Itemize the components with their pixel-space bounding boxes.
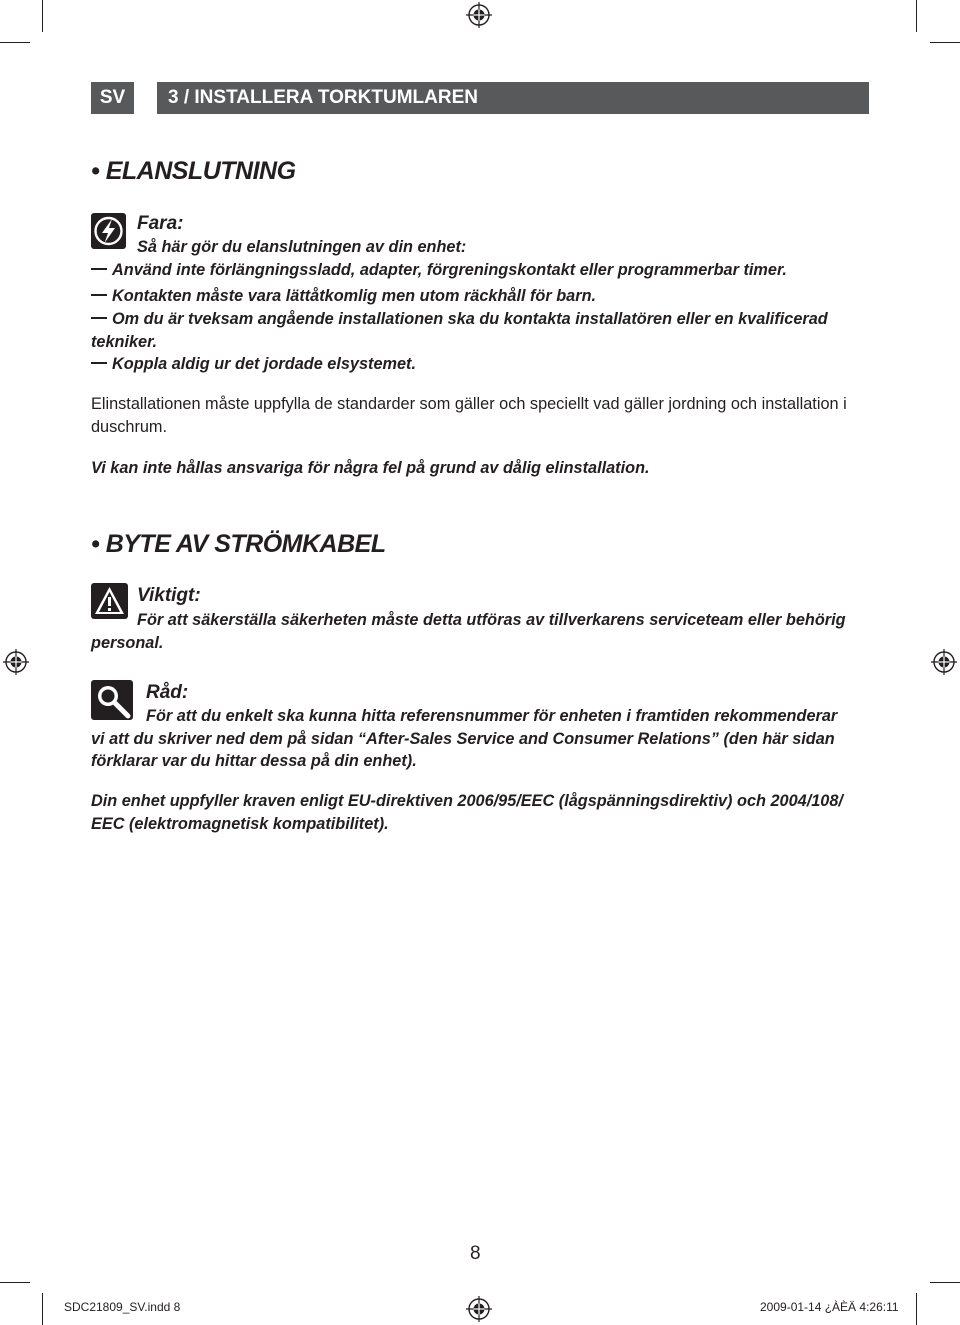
list-item: Om du är tveksam angående installationen ska du kontakta installatören eller en kvalificerad xyxy=(91,308,861,331)
chapter-title: 3 / INSTALLERA TORKTUMLAREN xyxy=(157,82,869,114)
crop-mark xyxy=(0,42,30,43)
warning-triangle-icon xyxy=(91,583,128,619)
language-tab: SV xyxy=(91,82,134,114)
slug-filename: SDC21809_SV.indd 8 xyxy=(64,1300,181,1314)
registration-mark-icon xyxy=(3,649,29,675)
list-item: Använd inte förlängningssladd, adapter, förgreningskontakt eller programmerbar timer. xyxy=(91,259,861,282)
compliance-text: Din enhet uppfyller kraven enligt EU-direktiven 2006/95/EEC (lågspänningsdirektiv) och 2004/108/ xyxy=(91,792,843,810)
crop-mark xyxy=(916,0,917,32)
section-title-elanslutning: • ELANSLUTNING xyxy=(91,157,296,185)
paragraph-text: Elinstallationen måste uppfylla de standarder som gäller och speciellt vad gäller jordning och installation i xyxy=(91,395,847,413)
danger-intro: Så här gör du elanslutningen av din enhet: xyxy=(137,238,467,256)
section-title-byte: • BYTE AV STRÖMKABEL xyxy=(91,530,386,558)
list-item: Kontakten måste vara lättåtkomlig men utom räckhåll för barn. xyxy=(91,285,861,308)
danger-label: Fara: xyxy=(137,213,184,234)
crop-mark xyxy=(42,0,43,32)
list-item-continuation: tekniker. xyxy=(91,333,158,351)
important-text: För att säkerställa säkerheten måste detta utföras av tillverkarens serviceteam eller behörig xyxy=(137,611,846,629)
page-number: 8 xyxy=(470,1243,481,1264)
registration-mark-icon xyxy=(931,649,957,675)
magnifier-icon xyxy=(91,680,133,720)
paragraph-text: duschrum. xyxy=(91,418,168,436)
crop-mark xyxy=(930,42,960,43)
important-label: Viktigt: xyxy=(137,585,201,606)
lightning-icon xyxy=(91,213,126,249)
advice-text: För att du enkelt ska kunna hitta referensnummer för enheten i framtiden rekommenderar xyxy=(146,707,838,725)
advice-text: förklarar var du hittar dessa på din enhet). xyxy=(91,752,417,770)
slug-timestamp: 2009-01-14 ¿ÀÈÄ 4:26:11 xyxy=(760,1300,899,1314)
important-text: personal. xyxy=(91,634,164,652)
crop-mark xyxy=(930,1282,960,1283)
crop-mark xyxy=(0,1282,30,1283)
compliance-text: EEC (elektromagnetisk kompatibilitet). xyxy=(91,815,389,833)
liability-note: Vi kan inte hållas ansvariga för några fel på grund av dålig elinstallation. xyxy=(91,459,650,477)
crop-mark xyxy=(42,1293,43,1325)
registration-mark-icon xyxy=(466,1296,492,1322)
list-item: Koppla aldig ur det jordade elsystemet. xyxy=(91,353,861,376)
advice-label: Råd: xyxy=(146,682,189,703)
crop-mark xyxy=(916,1293,917,1325)
advice-text: vi att du skriver ned dem på sidan “After-Sales Service and Consumer Relations” (den här sidan xyxy=(91,730,835,748)
registration-mark-icon xyxy=(466,2,492,28)
